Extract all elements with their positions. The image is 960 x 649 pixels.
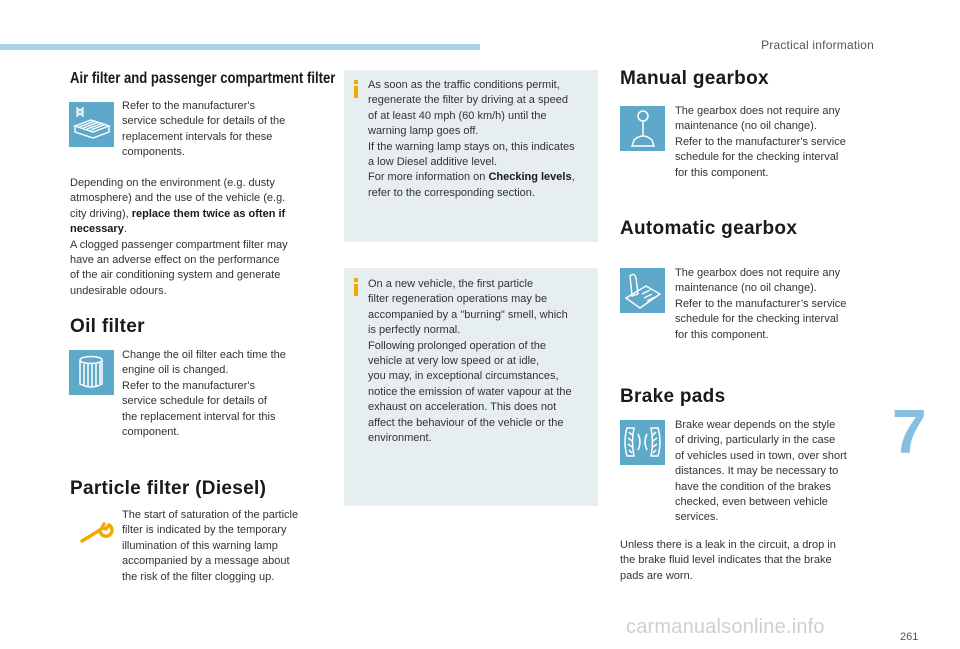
wrench-warning-icon — [80, 522, 114, 544]
air-filter-heading: Air filter and passenger compartment filter — [70, 70, 336, 87]
air-filter-body: Depending on the environment (e.g. dusty atmosphere) and the use of the vehicle (e.g. city driving), replace them twice as often if necessary. A clogged passenger compartment filter may have an adverse effect on the performance of the air conditioning system and generate undesirable odours. — [70, 177, 288, 297]
manual-gearbox-text: The gearbox does not require any maintenance (no oil change). Refer to the manufacturer's service schedule for the checking interval for this component. — [675, 105, 846, 179]
watermark: carmanualsonline.info — [626, 616, 825, 638]
brake-pads-icon — [620, 420, 665, 465]
oil-filter-icon — [69, 350, 114, 395]
info-icon — [354, 278, 358, 296]
info-note-regeneration — [344, 70, 598, 242]
top-accent-bar — [0, 44, 480, 50]
automatic-gearbox-text: The gearbox does not require any maintenance (no oil change). Refer to the manufacturer’s service schedule for the checking interval for this component. — [675, 267, 847, 341]
note-new-vehicle-text: On a new vehicle, the first particle filter regeneration operations may be accompanied by a "burning" smell, which is perfectly normal. Following prolonged operation of the vehicle at very low speed or at idle, you may, in exceptional circumstances, notice the emission of water vapour at the exhaust on acceleration. This does not affect the behaviour of the vehicle or the environment. — [368, 278, 572, 445]
air-filter-intro: Refer to the manufacturer's service schedule for details of the replacement intervals for these components. — [122, 100, 286, 159]
air-filter-icon — [69, 102, 114, 147]
particle-filter-heading: Particle filter (Diesel) — [70, 478, 267, 499]
gear-lever-icon — [620, 106, 665, 151]
chapter-number: 7 — [892, 398, 927, 467]
page-number: 261 — [900, 631, 919, 643]
info-icon — [354, 80, 358, 98]
manual-gearbox-heading: Manual gearbox — [620, 68, 769, 89]
particle-filter-text: The start of saturation of the particle filter is indicated by the temporary illumination of this warning lamp accompanied by a message about the risk of the filter clogging up. — [122, 509, 299, 583]
brake-pads-text: Brake wear depends on the style of driving, particularly in the case of vehicles used in town, over short distances. It may be necessary to have the condition of the brakes checked, even between vehicle services. — [675, 419, 847, 524]
section-title: Practical information — [761, 38, 874, 52]
oil-filter-text: Change the oil filter each time the engine oil is changed. Refer to the manufacturer's service schedule for details of the replacement interval for this component. — [122, 349, 286, 439]
info-note-new-vehicle — [344, 268, 598, 506]
automatic-gearbox-heading: Automatic gearbox — [620, 218, 798, 239]
automatic-selector-icon — [620, 268, 665, 313]
brake-fluid-text: Unless there is a leak in the circuit, a drop in the brake fluid level indicates that the brake pads are worn. — [620, 539, 836, 582]
note-regeneration-text: As soon as the traffic conditions permit, regenerate the filter by driving at a speed of at least 40 mph (60 km/h) until the warning lamp goes off. If the warning lamp stays on, this indicates a low Diesel additive level. For more information on Checking levels, refer to the corresponding section. — [368, 79, 575, 199]
brake-pads-heading: Brake pads — [620, 386, 726, 407]
oil-filter-heading: Oil filter — [70, 316, 145, 337]
